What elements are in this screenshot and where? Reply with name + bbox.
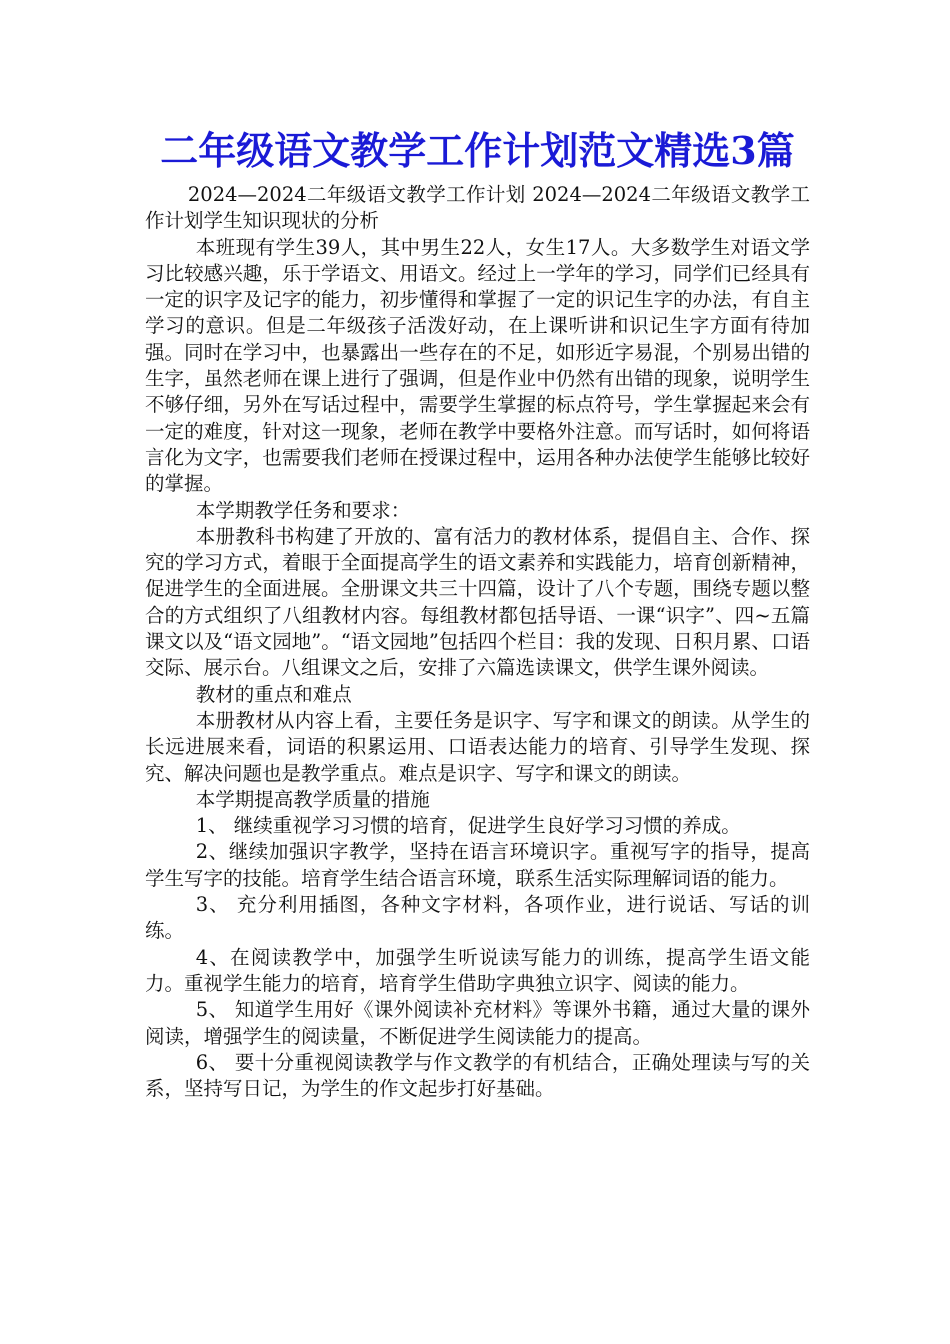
measure-item-1: 1、 继续重视学习习惯的培育，促进学生良好学习习惯的养成。 [195,814,741,838]
document-page [145,128,810,1102]
heading-measures: 本学期提高教学质量的措施 [195,787,430,811]
document-title: 二年级语文教学工作计划范文精选3篇 [160,128,795,173]
document-body [145,182,810,1102]
measure-item-5: 5、 知道学生用好《课外阅读补充材料》等课外书籍，通过大量的课外阅读，增强学生的阅读量，不断促进学生阅读能力的提高。 [145,998,810,1048]
measure-item-6: 6、 要十分重视阅读教学与作文教学的有机结合，正确处理读与写的关系，坚持写日记，为学生的作文起步打好基础。 [145,1050,810,1101]
measure-item-4: 4、在阅读教学中，加强学生听说读写能力的训练，提高学生语文能力。重视学生能力的培育，培育学生借助字典独立识字、阅读的能力。 [145,945,810,995]
measure-item-3: 3、 充分利用插图，各种文字材料，各项作业，进行说话、写话的训练。 [145,893,810,943]
heading-key-points: 教材的重点和难点 [195,682,352,706]
paragraph-key-points: 本册教材从内容上看，主要任务是识字、写字和课文的朗读。从学生的长远进展来看，词语的积累运用、口语表达能力的培育、引导学生发现、探究、解决问题也是教学重点。难点是识字、写字和课文的朗读。 [145,708,810,785]
paragraph-textbook: 本册教科书构建了开放的、富有活力的教材体系，提倡自主、合作、探究的学习方式，着眼于全面提高学生的语文素养和实践能力，培育创新精神，促进学生的全面进展。全册课文共三十四篇，设计了八个专题，围绕专题以整合的方式组织了八组教材内容。每组教材都包括导语、一课“识字”、四~五篇课文以及“语文园地”。“语文园地”包括四个栏目：我的发现、日积月累、口语交际、展示台。八组课文之后，安排了六篇选读课文，供学生课外阅读。 [145,524,810,680]
paragraph-intro: 2024—2024二年级语文教学工作计划 2024—2024二年级语文教学工作计划学生知识现状的分析 [145,183,810,233]
paragraph-student-status: 本班现有学生39人，其中男生22人，女生17人。大多数学生对语文学习比较感兴趣，乐于学语文、用语文。经过上一学年的学习，同学们已经具有一定的识字及记字的能力，初步懂得和掌握了一定的识记生字的办法，有自主学习的意识。但是二年级孩子活泼好动，在上课听讲和识记生字方面有待加强。同时在学习中，也暴露出一些存在的不足，如形近字易混，个别易出错的生字，虽然老师在课上进行了强调，但是作业中仍然有出错的现象，说明学生不够仔细，另外在写话过程中，需要学生掌握的标点符号，学生掌握起来会有一定的难度，针对这一现象，老师在教学中要格外注意。而写话时，如何将语言化为文字，也需要我们老师在授课过程中，运用各种办法使学生能够比较好的掌握。 [145,235,810,496]
heading-tasks: 本学期教学任务和要求： [195,498,411,522]
measure-item-2: 2、继续加强识字教学，坚持在语言环境识字。重视写字的指导，提高学生写字的技能。培育学生结合语言环境，联系生活实际理解词语的能力。 [145,840,810,890]
